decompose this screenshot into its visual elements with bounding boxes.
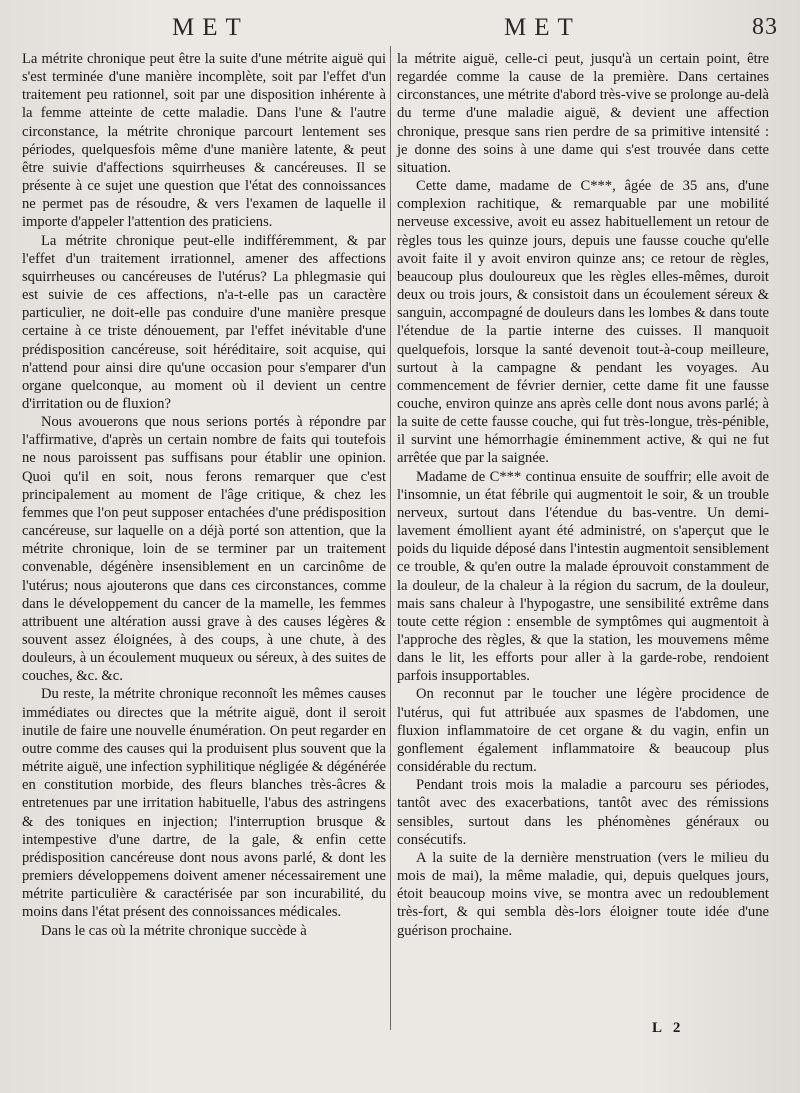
running-head-right: MET [504, 14, 581, 41]
column-divider [390, 46, 391, 1030]
paragraph: Dans le cas où la métrite chronique succède à [40, 922, 307, 939]
paragraph: la métrite aiguë, celle-ci peut, jusqu'à un certain point, être regardée comme la cause de la première. Dans certaines circonstances, une métrite d'abord très-vive se prolonge au-delà du terme d'une maladie aiguë, & devient une affection chronique, presque sans rien perdre de sa primitive intensité : je donne des soins à une dame qui s'est trouvée dans cette situation. [397, 51, 769, 176]
page-number: 83 [752, 14, 778, 40]
left-column [22, 50, 386, 940]
paragraph: On reconnut par le toucher une légère procidence de l'utérus, qui fut attribuée aux spasmes de l'abdomen, une fluxion inflammatoire de cet organe & du vagin, enfin un gonflement également inflammatoire & beaucoup plus considérable du rectum. [397, 686, 769, 776]
paragraph: Madame de C*** continua ensuite de souffrir; elle avoit de l'insomnie, un état fébrile qui augmentoit le soir, & un trouble nerveux, surtout dans l'étendue du bas-ventre. Un demi-lavement émollient ayant été administré, on s'aperçut que le poids du liquide déposé dans l'intestin augmentoit sensiblement ce trouble, & qu'en outre la malade éprouvoit constamment de la douleur, de la chaleur à la région du sacrum, de la douleur, mais sans chaleur à l'hypogastre, une sensibilité extrême dans toute cette région : ensemble de symptômes qui augmentoit à l'approche des règles, & que la station, les mouvemens même dans le lit, les efforts pour aller à la garde-robe, rendoient parfois insupportables. [397, 468, 769, 685]
paragraph: La métrite chronique peut être la suite d'une métrite aiguë qui s'est terminée d'une manière incomplète, soit par l'effet d'un traitement peu rationnel, soit par une disposition inhérente à la femme atteinte de cette maladie. Dans l'une & l'autre circonstance, la métrite chronique parcourt lentement ses périodes, quelquesfois même d'une manière latente, & peut être suivie d'affections squirrheuses & cancéreuses. Il se présente à ce sujet une question que l'état des connoissances ne permet pas de résoudre, & vers l'examen de laquelle il importe d'appeler l'attention des praticiens. [22, 51, 386, 231]
paragraph: Du reste, la métrite chronique reconnoît les mêmes causes immédiates ou directes que la métrite aiguë, dont il seroit inutile de faire une nouvelle énumération. On peut regarder en outre comme des causes qui la produisent plus souvent que la métrite aiguë, une infection syphilitique négligée & dégénérée en constitution morbide, des fleurs blanches très-âcres & entretenues par une irritation habituelle, l'abus des astringens & des toniques en injection; l'interruption brusque & intempestive d'une dartre, de la gale, & enfin cette prédisposition cancéreuse dont nous avons parlé, & dont les premiers développemens doivent amener nécessairement une métrite particulière & caractérisée par son incurabilité, du moins dans l'état présent des connoissances médicales. [22, 686, 386, 921]
paragraph: Pendant trois mois la maladie a parcouru ses périodes, tantôt avec des exacerbations, tantôt avec des rémissions sensibles, surtout dans les phénomènes généraux ou consécutifs. [397, 777, 769, 848]
running-head-left: MET [172, 14, 249, 41]
signature-mark: L 2 [652, 1020, 685, 1036]
paragraph: Cette dame, madame de C***, âgée de 35 ans, d'une complexion rachitique, & remarquable par une mobilité nerveuse excessive, avoit eu assez habituellement un retour de règles tous les quinze jours, depuis une fausse couche qu'elle avoit faite il y avoit environ quinze ans; ce retour de règles, beaucoup plus douloureux que les règles elles-mêmes, duroit deux ou trois jours, & consistoit dans un écoulement séreux & sanguin, accompagné de douleurs dans les lombes & dans toute l'étendue de la partie interne des cuisses. Il manquoit quelquefois, lorsque la santé devenoit tout-à-coup meilleure, surtout à la campagne & pendant les voyages. Au commencement de février dernier, cette dame fit une fausse couche, environ quinze ans après celle dont nous avons parlé; à la suite de cette fausse couche, qui fut très-longue, très-pénible, il survint une hémorrhagie éminemment active, & qui ne fut arrêtée que par la saignée. [397, 178, 769, 467]
paragraph: La métrite chronique peut-elle indifféremment, & par l'effet d'un traitement irrationnel, amener des affections squirrheuses ou cancéreuses de l'utérus? La phlegmasie qui est suivie de ces affections, n'a-t-elle pas un caractère particulier, ne doit-elle pas conduire d'une manière presque certaine à ce triste dénouement, par l'effet inévitable d'une prédisposition cancéreuse, soit héréditaire, soit acquise, qui n'attend pour ainsi dire qu'une occasion pour s'emparer d'un organe quelconque, au moment où il devient un centre d'irritation ou de fluxion? [22, 232, 386, 412]
paragraph: A la suite de la dernière menstruation (vers le milieu du mois de mai), la même maladie, qui, depuis quelques jours, étoit beaucoup moins vive, se montra avec un redoublement très-fort, & qui sembla dès-lors éloigner toute idée d'une guérison prochaine. [397, 849, 769, 939]
right-column [397, 50, 769, 940]
paragraph: Nous avouerons que nous serions portés à répondre par l'affirmative, d'après un certain nombre de faits qui toutefois ne nous paroissent pas suffisans pour établir une opinion. Quoi qu'il en soit, nous ferons remarquer que c'est principalement au moment de l'âge critique, & chez les femmes que l'on peut supposer entachées d'une prédisposition cancéreuse, sur laquelle on a déjà porté son attention, que la métrite chronique, loin de se terminer par un traitement convenable, dégénère insensiblement en un carcinôme de l'utérus; nous ajouterons que dans ces circonstances, comme dans le développement du cancer de la mamelle, les femmes attribuent une altération aussi grave à des causes légères & souvent assez éloignées, à des coups, à une chute, à des douleurs, à un écoulement muqueux ou séreux, à des suites de couches, &c. &c. [22, 414, 386, 685]
